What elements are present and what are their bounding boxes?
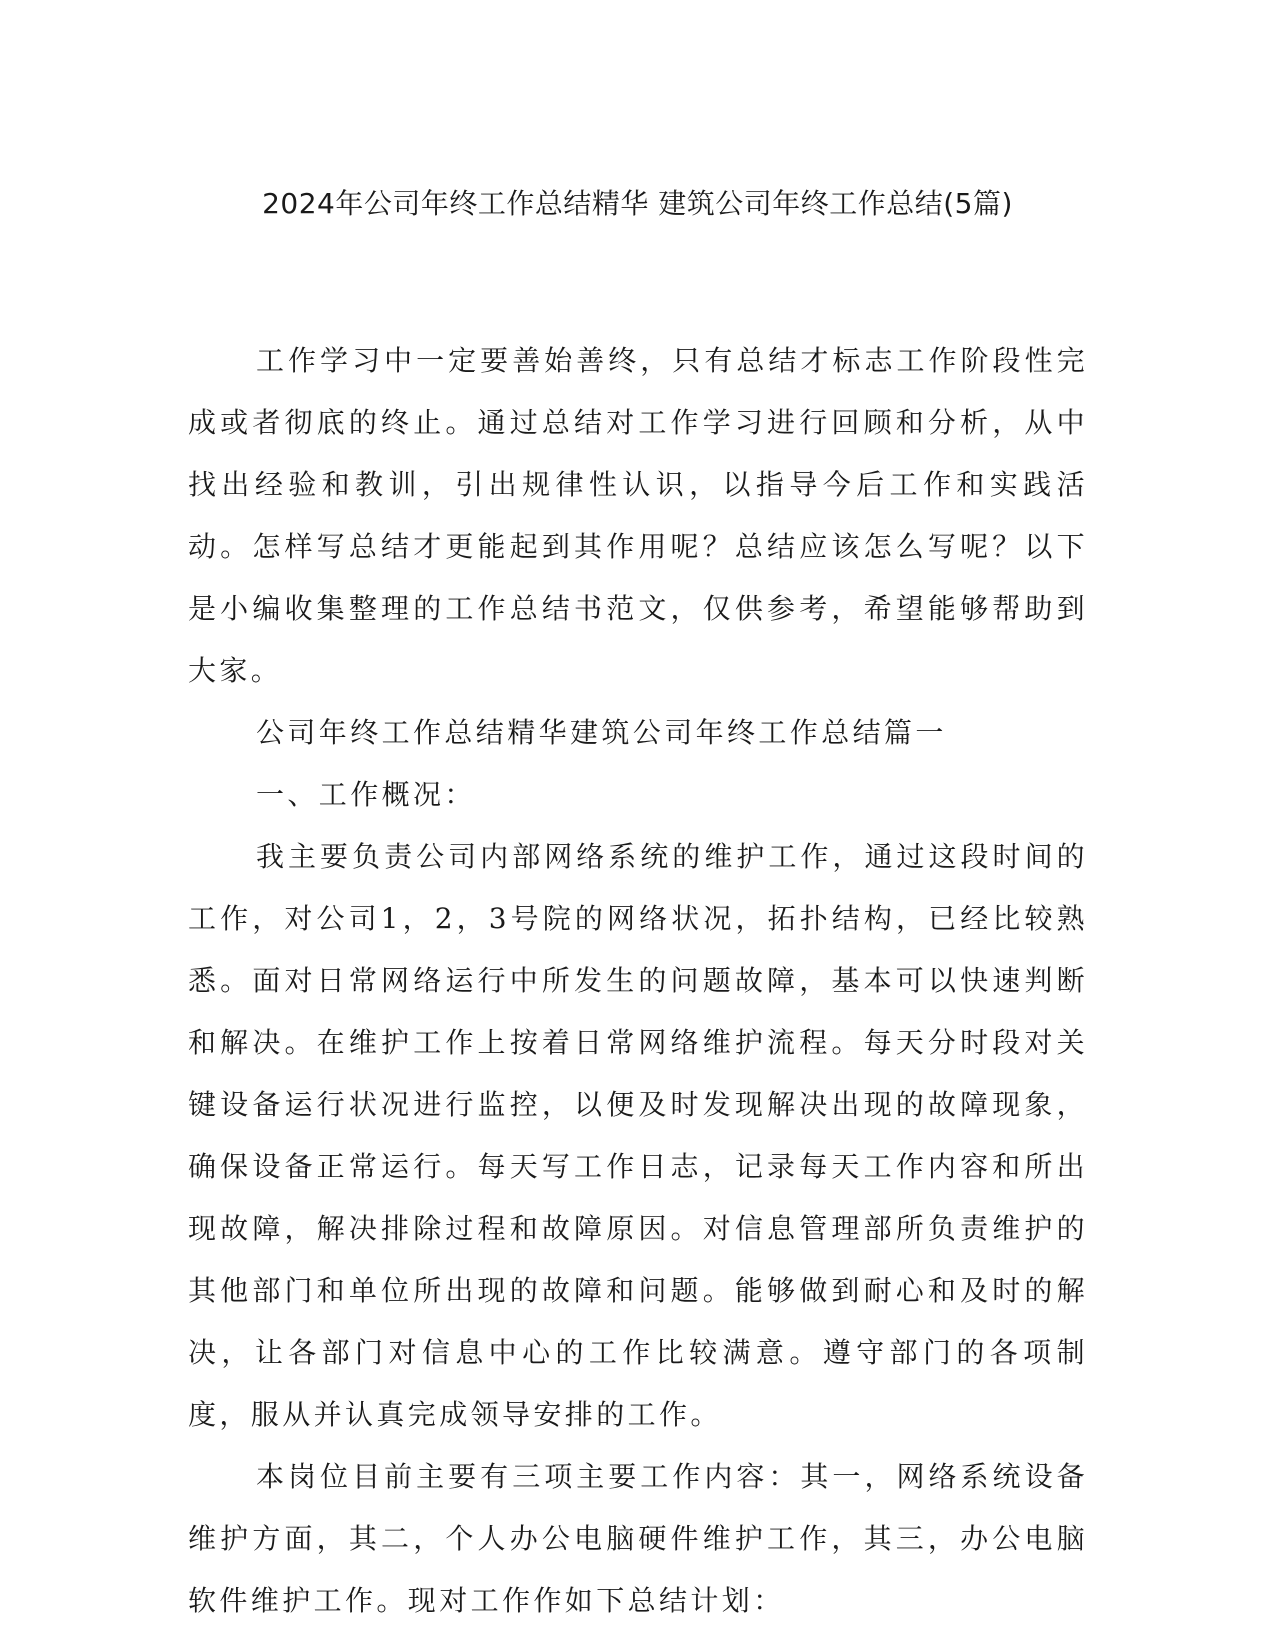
document-body [188,330,1088,1632]
job-content-paragraph: 本岗位目前主要有三项主要工作内容：其一，网络系统设备维护方面，其二，个人办公电脑硬件维护工作，其三，办公电脑软件维护工作。现对工作作如下总结计划： [188,1460,1088,1617]
section-heading: 公司年终工作总结精华建筑公司年终工作总结篇一 [256,716,947,749]
intro-paragraph: 工作学习中一定要善始善终，只有总结才标志工作阶段性完成或者彻底的终止。通过总结对工作学习进行回顾和分析，从中找出经验和教训，引出规律性认识，以指导今后工作和实践活动。怎样写总结才更能起到其作用呢？总结应该怎么写呢？以下是小编收集整理的工作总结书范文，仅供参考，希望能够帮助到大家。 [188,344,1088,687]
work-overview-paragraph: 我主要负责公司内部网络系统的维护工作，通过这段时间的工作，对公司1，2，3号院的网络状况，拓扑结构，已经比较熟悉。面对日常网络运行中所发生的问题故障，基本可以快速判断和解决。在维护工作上按着日常网络维护流程。每天分时段对关键设备运行状况进行监控，以便及时发现解决出现的故障现象，确保设备正常运行。每天写工作日志，记录每天工作内容和所出现故障，解决排除过程和故障原因。对信息管理部所负责维护的其他部门和单位所出现的故障和问题。能够做到耐心和及时的解决，让各部门对信息中心的工作比较满意。遵守部门的各项制度，服从并认真完成领导安排的工作。 [188,840,1088,1431]
document-title: 2024年公司年终工作总结精华 建筑公司年终工作总结(5篇) [262,187,1013,220]
subsection-heading: 一、工作概况： [256,778,476,811]
